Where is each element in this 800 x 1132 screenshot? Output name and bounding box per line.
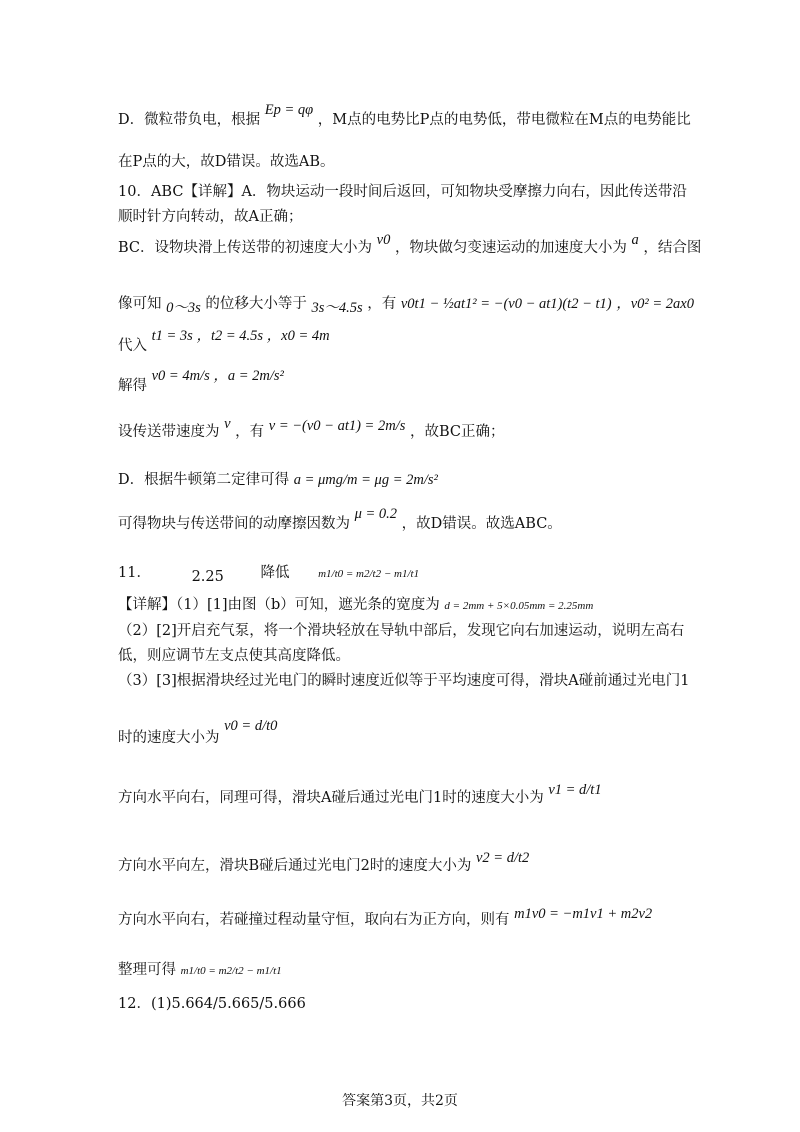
text: ，有 [235, 424, 265, 440]
symbol-v0: v0 [376, 232, 391, 248]
bc-line [118, 232, 702, 257]
text: ，故D错误。故选ABC。 [401, 516, 562, 532]
equation-momentum: m1v0 = −m1v1 + m2v2 [514, 906, 653, 922]
newton-line [118, 472, 438, 489]
range-3-4.5s: 3s～4.5s [311, 300, 363, 316]
equation-v2: v2 = d/t2 [476, 850, 530, 866]
text: ，故BC正确； [409, 424, 505, 440]
equation-belt-speed: v = −(v0 − at1) = 2m/s [268, 418, 406, 434]
formula-ep: Ep = qφ [264, 102, 314, 118]
text: 解得 [118, 378, 147, 394]
text: 设传送带速度为 [118, 424, 220, 440]
page-footer: 答案第3页，共2页 [342, 1093, 458, 1109]
text: BC．设物块滑上传送带的初速度大小为 [118, 240, 373, 256]
text: 的位移大小等于 [205, 296, 307, 312]
belt-speed-line [118, 416, 505, 441]
text: 方向水平向左，滑块B碰后通过光电门2时的速度大小为 [118, 858, 472, 874]
equation-newton: a = μmg/m = μg = 2m/s² [293, 472, 438, 488]
v2-line [118, 850, 530, 875]
explain-line-2: （2）[2]开启充气泵，将一个滑块轻放在导轨中部后，发现它向右加速运动，说明左高右 [118, 623, 685, 639]
text: ，结合图 [643, 240, 702, 256]
q11-answer-line [118, 565, 420, 585]
line-d-1 [118, 102, 691, 129]
explain-line-1 [118, 597, 593, 614]
v0-line [118, 718, 278, 746]
text: 方向水平向右，若碰撞过程动量守恒，取向右为正方向，则有 [118, 912, 510, 928]
text: 【详解】（1）[1]由图（b）可知，遮光条的宽度为 [118, 597, 440, 613]
text: 时的速度大小为 [118, 730, 220, 746]
solution-values: v0 = 4m/s ，a = 2m/s² [151, 368, 284, 384]
momentum-line [118, 906, 653, 929]
substitute-values: t1 = 3s ，t2 = 4.5s ，x0 = 4m [151, 328, 330, 344]
text: 方向水平向右，同理可得，滑块A碰后通过光电门1时的速度大小为 [118, 790, 544, 806]
line-d-2: 在P点的大，故D错误。故选AB。 [118, 154, 335, 170]
text: ，有 [367, 296, 397, 312]
equation-displacement: v0t1 − ½at1² = −(v0 − at1)(t2 − t1) [400, 296, 612, 312]
equation-v0-squared: ，v0² = 2ax0 [616, 296, 694, 312]
friction-line [118, 506, 562, 533]
answer-1: 2.25 [191, 569, 224, 585]
answer-3: m1/t0 = m2/t2 − m1/t1 [318, 568, 420, 580]
explain-line-3: 低，则应调节左支点使其高度降低。 [118, 648, 350, 664]
text: 代入 [118, 338, 147, 354]
equation-final: m1/t0 = m2/t2 − m1/t1 [180, 965, 282, 977]
q12-line: 12．(1)5.664/5.665/5.666 [118, 996, 306, 1012]
explain-line-4: （3）[3]根据滑块经过光电门的瞬时速度近似等于平均速度可得，滑块A碰前通过光电门1 [118, 673, 690, 689]
v1-line [118, 782, 602, 807]
question-number: 11． [118, 565, 151, 581]
equation-width: d = 2mm + 5×0.05mm = 2.25mm [444, 600, 594, 612]
text: D．根据牛顿第二定律可得 [118, 472, 290, 488]
final-line [118, 962, 282, 979]
text: 可得物块与传送带间的动摩擦因数为 [118, 516, 350, 532]
text: 像可知 [118, 296, 162, 312]
symbol-a: a [631, 232, 639, 248]
range-0-3s: 0～3s [166, 300, 201, 316]
equation-v1: v1 = d/t1 [548, 782, 602, 798]
substitute-line [118, 328, 330, 354]
text: ，M点的电势比P点的电势低，带电微粒在M点的电势能比 [317, 112, 691, 128]
solution-line [118, 368, 284, 394]
image-line [118, 296, 694, 316]
q10-line-1: 10．ABC【详解】A．物块运动一段时间后返回，可知物块受摩擦力向右，因此传送带沿 [118, 184, 687, 200]
symbol-v: v [224, 416, 231, 432]
equation-v0: v0 = d/t0 [224, 718, 278, 734]
text: D．微粒带负电，根据 [118, 112, 261, 128]
text: ，物块做匀变速运动的加速度大小为 [394, 240, 627, 256]
answer-2: 降低 [260, 565, 290, 581]
text: 整理可得 [118, 962, 176, 978]
equation-mu: μ = 0.2 [354, 506, 398, 522]
q10-line-2: 顺时针方向转动，故A正确； [118, 209, 303, 225]
